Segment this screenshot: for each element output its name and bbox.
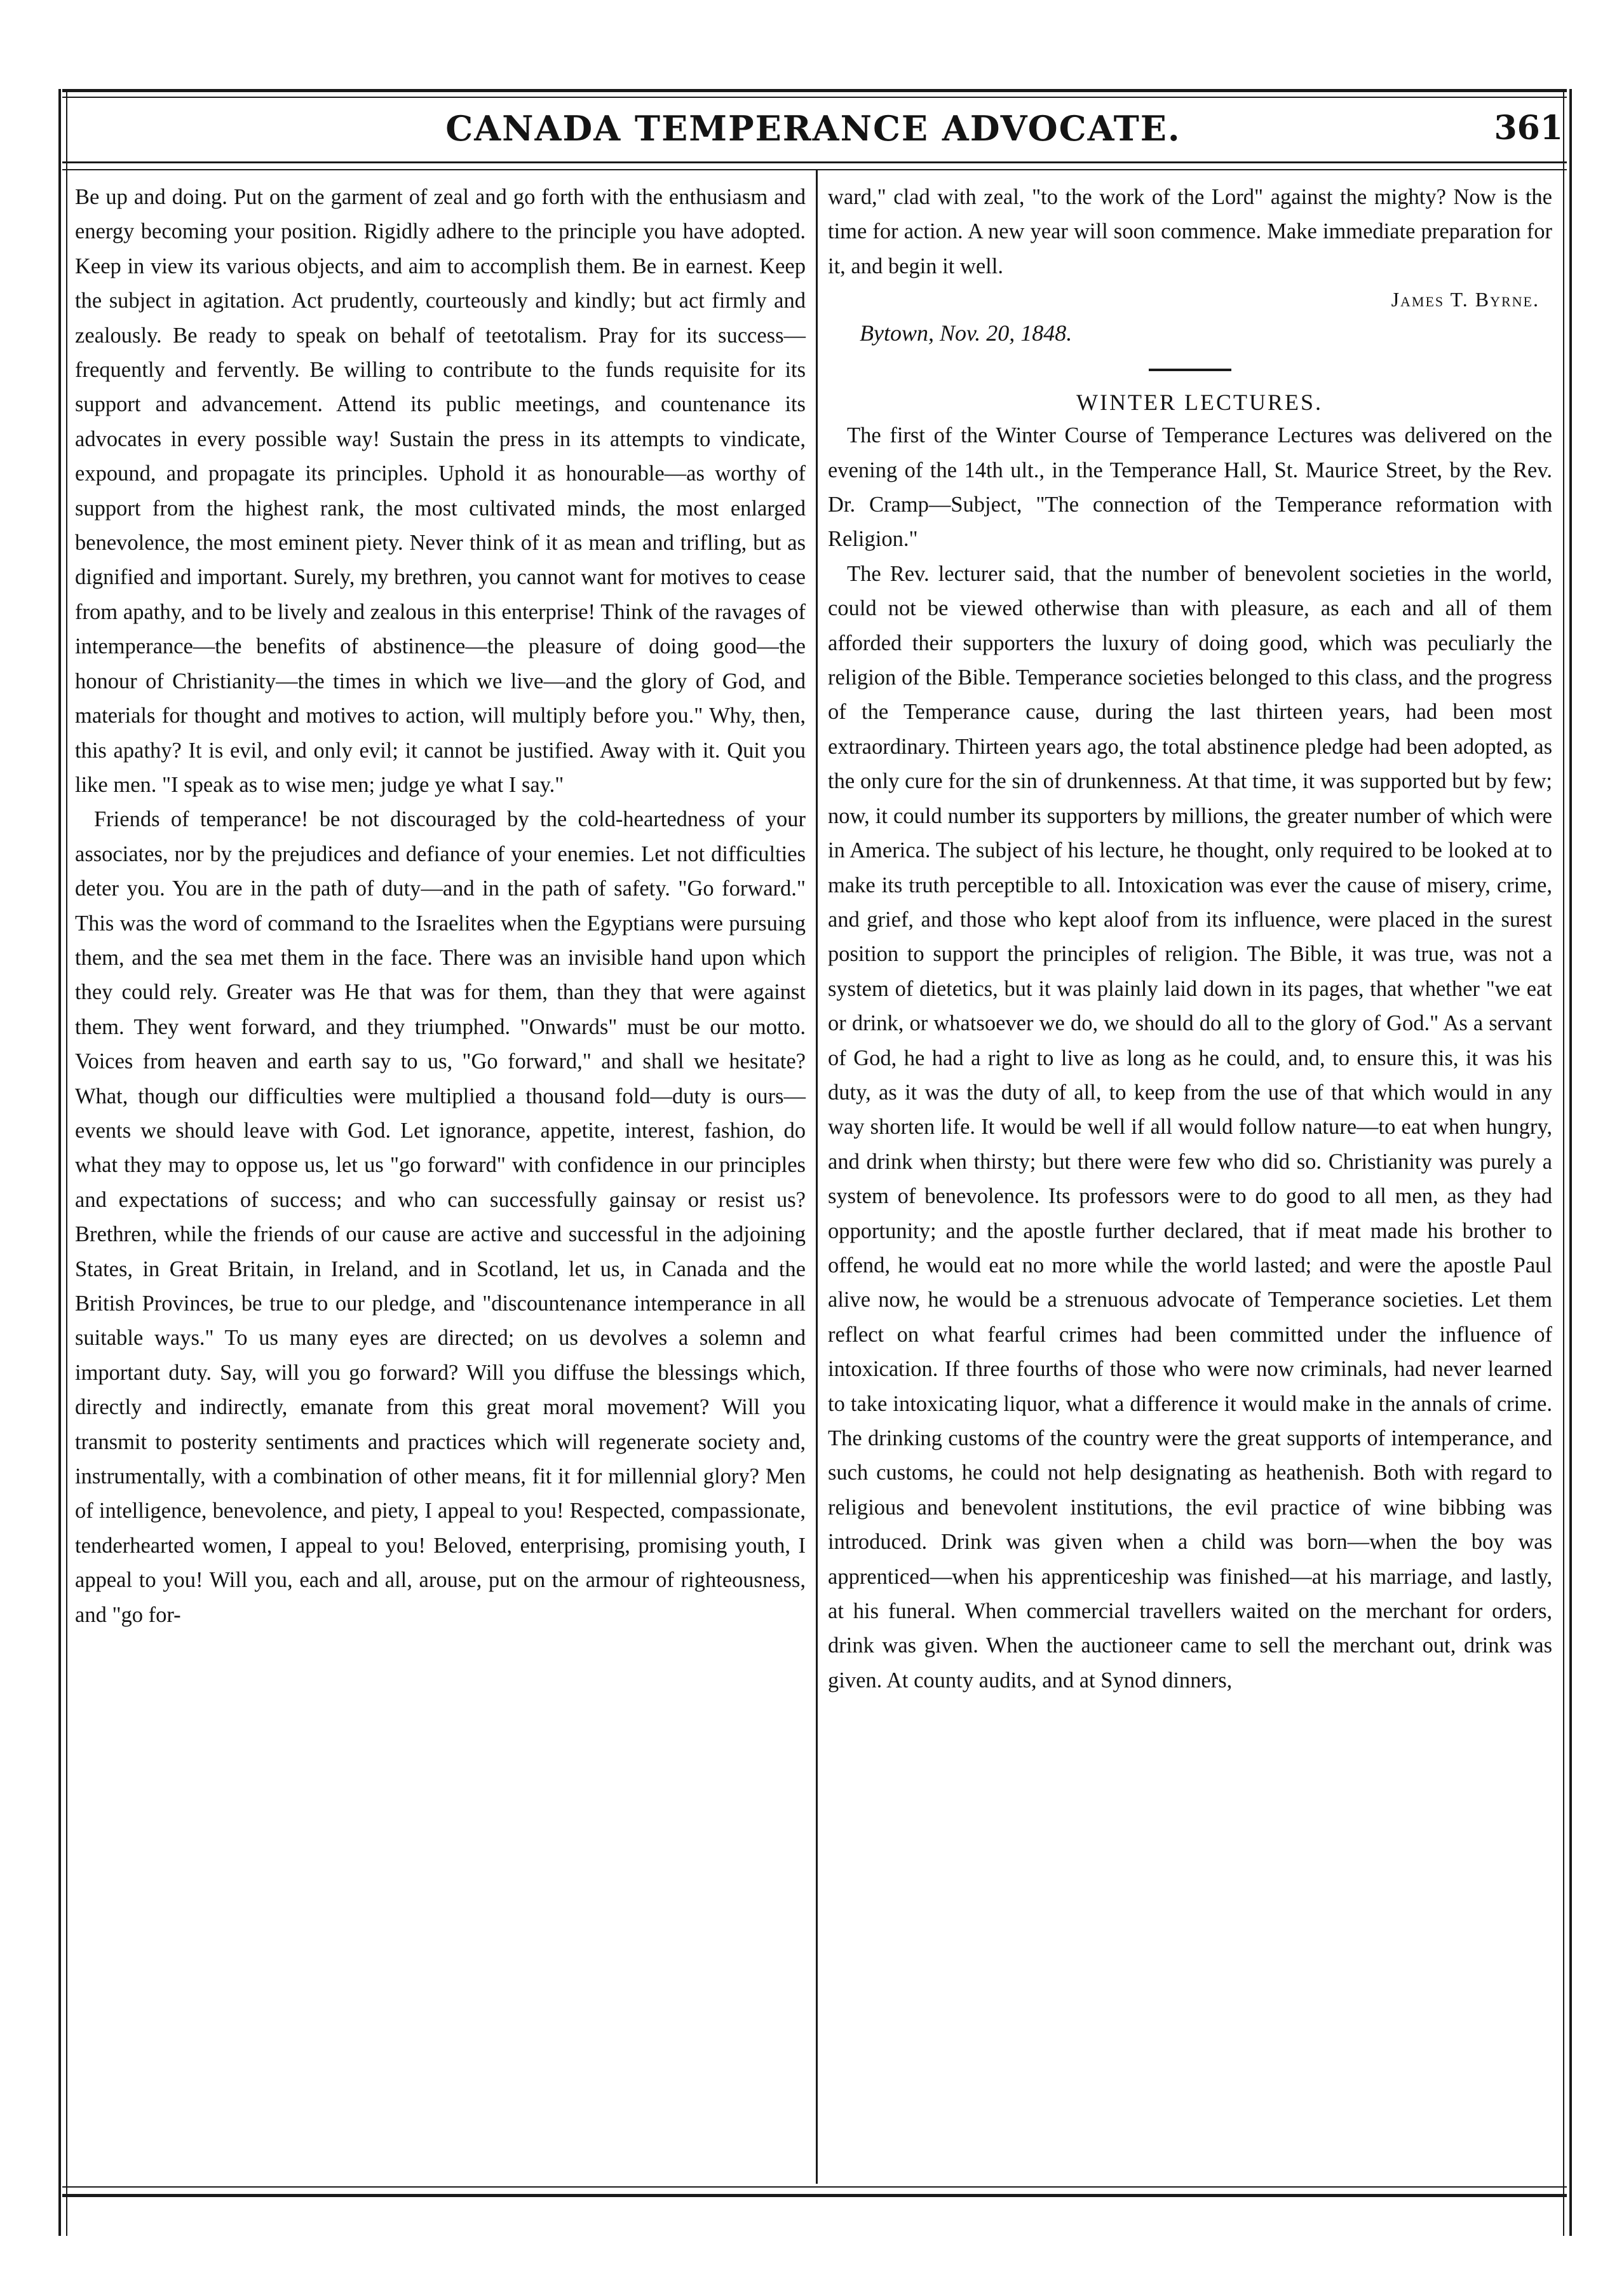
frame-left-rule-outer	[58, 89, 61, 2236]
frame-left-rule-inner	[66, 89, 67, 2236]
left-paragraph-2: Friends of temperance! be not discouraged by the cold-heartedness of your associates, nor by the prejudices and defiance of your enemies. Let not difficulties deter you. You are in the path of duty—and in the path of safety. "Go forward." This was the word of command to the Israelites when the Egyptians were pursuing them, and the sea met them in the face. There was an invisible hand upon which they could rely. Greater was He that was for them, than they that were against them. They went forward, and they triumphed. "Onwards" must be our motto. Voices from heaven and earth say to us, "Go forward," and shall we hesitate? What, though our difficulties were multiplied a thousand fold—duty is ours—events we should leave with God. Let ignorance, appetite, interest, fashion, do what they may to oppose us, let us "go forward" with confidence in our principles and expectations of success; and who can successfully gainsay or resist us? Brethren, while the friends of our cause are active and successful in the adjoining States, in Great Britain, in Ireland, and in Scotland, let us, in Canada and the British Provinces, be true to our pledge, and "discountenance intemperance in all suitable ways." To us many eyes are directed; on us devolves a solemn and important duty. Say, will you go forward? Will you diffuse the blessings which, directly and indirectly, emanate from this great moral movement? Will you transmit to posterity sentiments and practices which will regenerate society and, instrumentally, with a combination of other means, fit it for millennial glory? Men of intelligence, benevolence, and piety, I appeal to you! Respected, compassionate, tenderhearted women, I appeal to you! Beloved, enterprising, promising youth, I appeal to you! Will you, each and all, arouse, put on the armour of righteousness, and "go for-	[75, 807, 806, 1627]
frame-right-rule-outer	[1569, 89, 1572, 2236]
frame-top-rule-inner	[62, 97, 1567, 98]
section-heading: WINTER LECTURES.	[1076, 390, 1323, 416]
left-column	[75, 180, 806, 1632]
column-divider	[816, 169, 818, 2184]
header-bottom-rule-thin	[62, 169, 1567, 170]
section-separator-rule	[1149, 369, 1231, 371]
frame-bottom-rule-outer	[62, 2194, 1567, 2197]
dateline: Bytown, Nov. 20, 1848.	[860, 320, 1073, 346]
right-continuation-paragraph: ward," clad with zeal, "to the work of the Lord" against the mighty? Now is the time for action. A new year will soon commence. Make immediate preparation for it, and begin it well.	[828, 185, 1552, 278]
frame-top-rule-outer	[62, 89, 1567, 92]
right-paragraph-1: The first of the Winter Course of Temperance Lectures was delivered on the evening of the 14th ult., in the Temperance Hall, St. Maurice Street, by the Rev. Dr. Cramp—Subject, "The connection of the Temperance reformation with Religion."	[828, 423, 1552, 552]
page-number: 361	[1494, 109, 1563, 147]
right-column	[828, 180, 1552, 1698]
frame-bottom-rule-thin	[62, 2186, 1567, 2188]
left-paragraph-1: Be up and doing. Put on the garment of zeal and go forth with the enthusiasm and energy becoming your position. Rigidly adhere to the principle you have adopted. Keep in view its various objects, and aim to accomplish them. Be in earnest. Keep the subject in agitation. Act prudently, courteously and kindly; but act firmly and zealously. Be ready to speak on behalf of teetotalism. Pray for its success—frequently and fervently. Be willing to contribute to the funds requisite for its support and advancement. Attend its public meetings, and countenance its advocates in every possible way! Sustain the press in its attempts to vindicate, expound, and propagate its principles. Uphold it as honourable—as worthy of support from the highest rank, the most cultivated minds, the most enlarged benevolence, the most eminent piety. Never think of it as mean and trifling, but as dignified and important. Surely, my brethren, you cannot want for motives to cease from apathy, and to be lively and zealous in this enterprise! Think of the ravages of intemperance—the benefits of abstinence—the pleasure of doing good—the honour of Christianity—the times in which we live—and the glory of God, and materials for thought and motives to action, will multiply before you." Why, then, this apathy? It is evil, and only evil; it cannot be justified. Away with it. Quit you like men. "I speak as to wise men; judge ye what I say."	[75, 185, 806, 797]
author-signature: James T. Byrne.	[1391, 288, 1539, 311]
right-paragraph-2: The Rev. lecturer said, that the number of benevolent societies in the world, could not be viewed otherwise than with pleasure, as each and all of them afforded their supporters the luxury of doing good, which was peculiarly the religion of the Bible. Temperance societies belonged to this class, and the progress of the Temperance cause, during the last thirteen years, had been most extraordinary. Thirteen years ago, the total abstinence pledge had been adopted, as the only cure for the sin of drunkenness. At that time, it was supported but by few; now, it could number its supporters by millions, the greater number of which were in America. The subject of his lecture, he thought, only required to be looked at to make its truth perceptible to all. Intoxication was ever the cause of misery, crime, and grief, and those who kept aloof from its influence, were placed in the surest position to support the principles of religion. The Bible, it was true, was not a system of dietetics, but it was plainly laid down in its pages, that whether "we eat or drink, or whatsoever we do, we should do all to the glory of God." As a servant of God, he had a right to live as long as he could, and, to ensure this, it was his duty, as it was the duty of all, to keep from the use of that which would in any way shorten life. It would be well if all would follow nature—to eat when hungry, and drink when thirsty; but there were few who did so. Christianity was purely a system of benevolence. Its professors were to do good to all men, as they had opportunity; and the apostle further declared, that if meat made his brother to offend, he would eat no more while the world lasted; and were the apostle Paul alive now, he would be a strenuous advocate of Temperance societies. Let them reflect on what fearful crimes had been committed under the influence of intoxication. If three fourths of those who were now criminals, had never learned to take intoxicating liquor, what a difference it would make in the annals of crime. The drinking customs of the country were the great supports of intemperance, and such customs, he could not help designating as heathenish. Both with regard to religious and benevolent institutions, the evil practice of wine bibbing was introduced. Drink was given when a child was born—when the boy was apprenticed—when his apprenticeship was finished—at his marriage, and lastly, at his funeral. When commercial travellers waited on the merchant for orders, drink was given. When the auctioneer came to sell the merchant out, drink was given. At county audits, and at Synod dinners,	[828, 561, 1552, 1692]
header-bottom-rule	[62, 161, 1567, 163]
running-header-title: CANADA TEMPERANCE ADVOCATE.	[445, 108, 1181, 149]
frame-right-rule-inner	[1563, 89, 1564, 2236]
